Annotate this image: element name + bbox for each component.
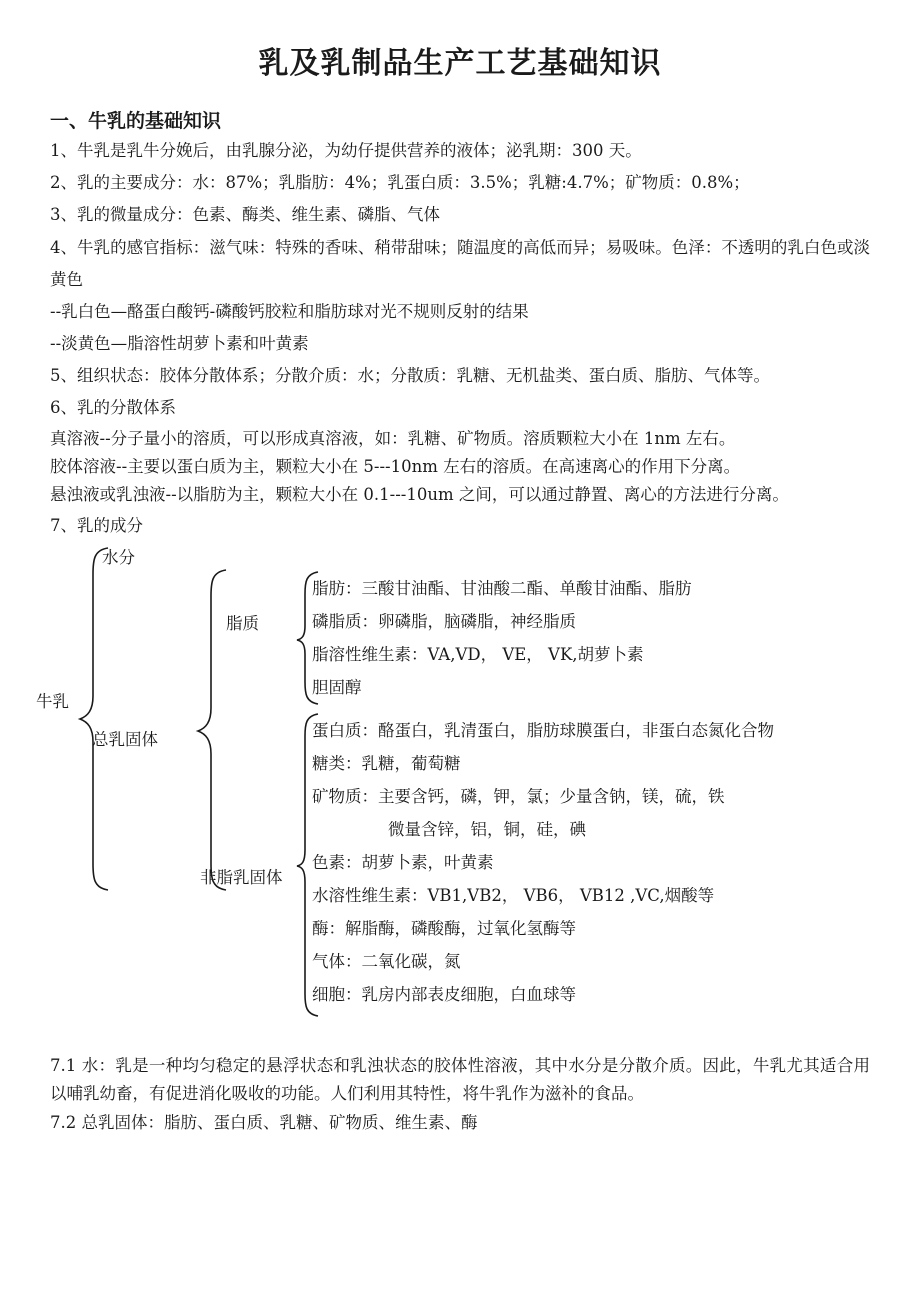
label-milk-root: 牛乳 [36, 691, 69, 711]
body-text-block [0, 135, 920, 542]
list-item: 糖类：乳糖，葡萄糖 [312, 753, 461, 773]
page-title: 乳及乳制品生产工艺基础知识 [258, 46, 662, 81]
list-item: 酶：解脂酶，磷酸酶，过氧化氢酶等 [312, 918, 576, 938]
body-line-4: 4、牛乳的感官指标：滋气味：特殊的香味、稍带甜味；随温度的高低而异；易吸味。色泽：不透明的乳白色或淡黄色 [50, 237, 870, 289]
list-item: 胆固醇 [312, 677, 362, 697]
list-item: 色素：胡萝卜素，叶黄素 [312, 852, 494, 872]
dispersion-line-2: 胶体溶液--主要以蛋白质为主，颗粒大小在 5---10nm 左右的溶质。在高速离心的作用下分离。 [50, 456, 741, 476]
composition-heading: 7、乳的成分 [50, 515, 143, 535]
dispersion-line-1: 真溶液--分子量小的溶质，可以形成真溶液，如：乳糖、矿物质。溶质颗粒大小在 1nm 左右。 [50, 428, 736, 448]
label-total-solids: 总乳固体 [92, 729, 158, 749]
brace-total-solids [196, 568, 230, 892]
list-item: 矿物质：主要含钙，磷，钾，氯；少量含钠，镁，硫，铁 [312, 786, 725, 806]
section-heading: 一、牛乳的基础知识 [50, 109, 222, 132]
list-item: 细胞：乳房内部表皮细胞，白血球等 [312, 984, 576, 1004]
body-line-8: 6、乳的分散体系 [50, 398, 176, 418]
list-item: 气体：二氧化碳，氮 [312, 951, 461, 971]
body-line-3: 3、乳的微量成分：色素、酶类、维生素、磷脂、气体 [50, 205, 440, 225]
body-line-5: --乳白色—酪蛋白酸钙-磷酸钙胶粒和脂肪球对光不规则反射的结果 [50, 301, 529, 321]
label-water: 水分 [102, 547, 135, 567]
list-item: 磷脂质：卵磷脂，脑磷脂，神经脂质 [312, 611, 576, 631]
list-item: 脂肪：三酸甘油酯、甘油酸二酯、单酸甘油酯、脂肪 [312, 578, 692, 598]
list-item: 微量含锌，铝，铜，硅，碘 [388, 819, 586, 839]
list-item: 脂溶性维生素：VA,VD， VE， VK,胡萝卜素 [312, 644, 644, 664]
list-item: 蛋白质：酪蛋白，乳清蛋白，脂肪球膜蛋白，非蛋白态氮化合物 [312, 720, 774, 740]
list-item: 水溶性维生素：VB1,VB2， VB6， VB12 ,VC,烟酸等 [312, 885, 715, 905]
brace-outer-milk [78, 546, 112, 892]
body-line-6: --淡黄色—脂溶性胡萝卜素和叶黄素 [50, 334, 309, 354]
body-line-7: 5、组织状态：胶体分散体系；分散介质：水；分散质：乳糖、无机盐类、蛋白质、脂肪、气体等。 [50, 366, 770, 386]
nonfat-item-list [312, 714, 774, 1011]
body-line-2: 2、乳的主要成分：水：87%；乳脂肪：4%；乳蛋白质：3.5%；乳糖:4.7%；矿物质：0.8%； [50, 173, 750, 193]
footer-text-block [0, 1046, 920, 1137]
milk-composition-brace-diagram [0, 546, 920, 1046]
body-line-1: 1、牛乳是乳牛分娩后，由乳腺分泌，为幼仔提供营养的液体；泌乳期：300 天。 [50, 141, 642, 160]
footer-line-2: 7.2 总乳固体：脂肪、蛋白质、乳糖、矿物质、维生素、酶 [50, 1112, 478, 1132]
label-nonfat-solids: 非脂乳固体 [200, 867, 283, 887]
footer-line-1: 7.1 水：乳是一种均匀稳定的悬浮状态和乳浊状态的胶体性溶液，其中水分是分散介质。因此，牛乳尤其适合用以哺乳幼畜，有促进消化吸收的功能。人们利用其特性，将牛乳作为滋补的食品。 [50, 1055, 870, 1104]
dispersion-line-3: 悬浊液或乳浊液--以脂肪为主，颗粒大小在 0.1---10um 之间，可以通过静置、离心的方法进行分离。 [50, 485, 789, 505]
lipid-item-list [312, 572, 692, 704]
label-lipid: 脂质 [226, 613, 259, 633]
